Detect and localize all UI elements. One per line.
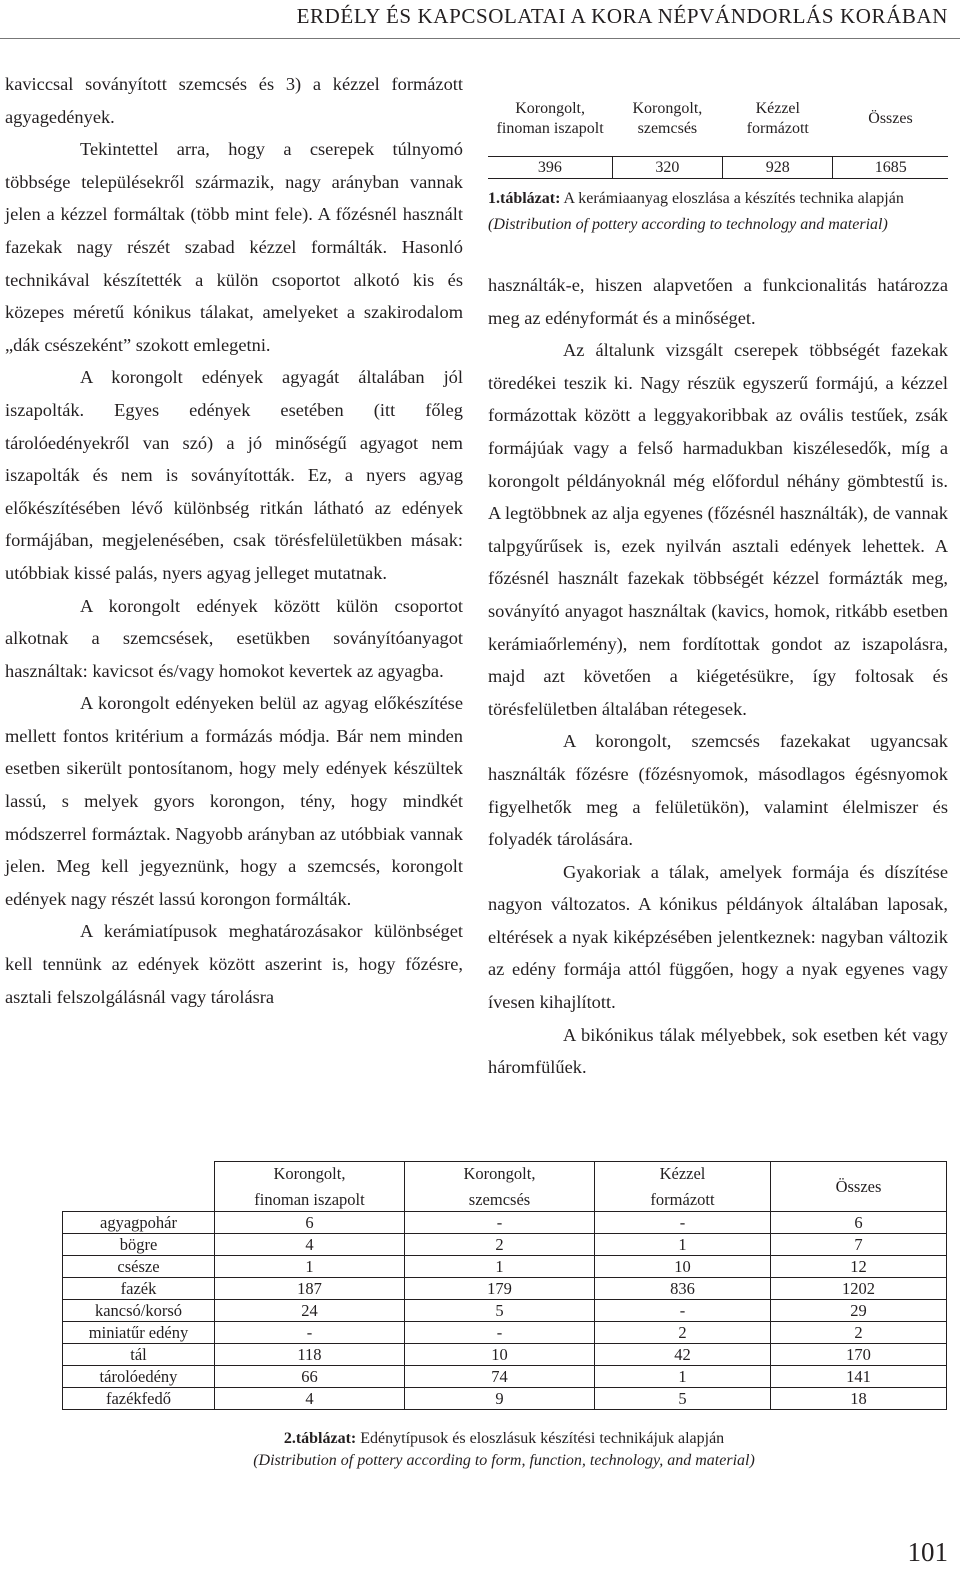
table-1-cell: 928 bbox=[723, 157, 833, 179]
paragraph: A korongolt, szemcsés fazekakat ugyancsak használták főzésre (főzésnyomok, másodlagos égésnyomok figyelhetők meg a felületükön), valamint élelmiszer és folyadék tárolására. bbox=[488, 731, 948, 850]
paragraph: Az általunk vizsgált cserepek többségét fazekak töredékei teszik ki. Nagy részük egyszerű formájú, a kézzel formázottak között a leggyakoribbak az ovális testűek, zsák formájúak vagy a felső harmadukban kiszélesedők, míg a korongolt példányoknál még előfordul néhány gömbtestű is. A legtöbbnek az alja egyenes (főzésnél használták), de vannak talpgyűrűsek is, ezek nyilván asztali edények lehettek. A főzésnél használt fazekak többségét kézzel formázták meg, soványító anyagot használtak (kavics, homok, ritkább esetben kerámiaőrlemény), nem fordítottak gondot az iszapolásra, majd azt követően a kiégetésükre, így foltosak és törésfelületben általában rétegesek. bbox=[488, 340, 948, 719]
table-2-row-label: agyagpohár bbox=[63, 1212, 215, 1234]
table-2-cell: 1 bbox=[215, 1256, 405, 1278]
table-2-cell: 4 bbox=[215, 1234, 405, 1256]
table-2-header-line: Összes bbox=[835, 1176, 882, 1196]
paragraph: Gyakoriak a tálak, amelyek formája és díszítése nagyon változatos. A kónikus példányok általában laposak, eltérések a nyak kiképzésében jelentkeznek: nagyban változik az edény formája attól függően, hogy a nyak egyenes vagy ívesen kihajlított. bbox=[488, 861, 948, 1013]
table-2-cell: 141 bbox=[771, 1366, 947, 1388]
table-2-cell: 6 bbox=[771, 1212, 947, 1234]
table-2-cell: 1202 bbox=[771, 1278, 947, 1300]
table-2-cell: 179 bbox=[405, 1278, 595, 1300]
table-2-cell: - bbox=[405, 1212, 595, 1234]
table-2-caption bbox=[62, 1428, 946, 1472]
table-2-row bbox=[63, 1322, 947, 1344]
table-1-header: Korongolt, szemcsés bbox=[632, 100, 703, 137]
table-2-row bbox=[63, 1234, 947, 1256]
table-2-cell: 4 bbox=[215, 1388, 405, 1410]
table-1 bbox=[488, 82, 948, 179]
table-2-row bbox=[63, 1344, 947, 1366]
table-2-cell: 2 bbox=[405, 1234, 595, 1256]
table-2-cell: 1 bbox=[405, 1256, 595, 1278]
table-2-cell: 6 bbox=[215, 1212, 405, 1234]
table-2-cell: 74 bbox=[405, 1366, 595, 1388]
paragraph: A bikónikus tálak mélyebbek, sok esetben két vagy háromfülűek. bbox=[488, 1024, 948, 1078]
table-1-header: Kézzel formázott bbox=[746, 100, 809, 137]
table-1-caption bbox=[488, 186, 958, 238]
table-2-caption-en: (Distribution of pottery according to form, function, technology, and material) bbox=[253, 1452, 755, 1469]
paragraph: A korongolt edények között külön csoportot alkotnak a szemcsések, esetükben soványítóanyagot használtak: kavicsot és/vagy homokot kevertek az agyagba. bbox=[5, 595, 463, 681]
table-1-caption-label: 1.táblázat: bbox=[488, 190, 561, 207]
table-2-cell: 24 bbox=[215, 1300, 405, 1322]
table-1-cell: 320 bbox=[612, 157, 722, 179]
table-2-cell: - bbox=[215, 1322, 405, 1344]
table-2-row-label: kancsó/korsó bbox=[63, 1300, 215, 1322]
table-2-cell: - bbox=[405, 1322, 595, 1344]
table-2-cell: - bbox=[595, 1212, 771, 1234]
table-1-cell: 396 bbox=[488, 157, 612, 179]
table-2-caption-text: Edénytípusok és eloszlásuk készítési technikájuk alapján bbox=[356, 1430, 725, 1447]
paragraph: A korongolt edényeken belül az agyag előkészítése mellett fontos kritérium a formázás módja. Bár nem minden esetben sikerült pontosítanom, hogy mely edények készültek lassú, s melyek gyors korongon, tény, hogy mindkét módszerrel formáztak. Nagyobb arányban az utóbbiak vannak jelen. Meg kell jegyeznünk, hogy a szemcsés, korongolt edények nagy részét lassú korongon formálták. bbox=[5, 693, 463, 909]
table-2-cell: 118 bbox=[215, 1344, 405, 1366]
table-1-header: Összes bbox=[868, 110, 913, 127]
table-2-cell: 836 bbox=[595, 1278, 771, 1300]
table-2-row-label: csésze bbox=[63, 1256, 215, 1278]
table-2-header-line: Korongolt, bbox=[463, 1163, 536, 1183]
table-2-header bbox=[595, 1162, 771, 1212]
left-column bbox=[5, 68, 463, 1013]
paragraph: kaviccsal soványított szemcsés és 3) a kézzel formázott agyagedények. bbox=[5, 74, 463, 127]
table-2-header-line: Kézzel bbox=[659, 1163, 706, 1183]
table-2-row bbox=[63, 1256, 947, 1278]
table-2-header bbox=[771, 1162, 947, 1212]
table-2-row bbox=[63, 1388, 947, 1410]
paragraph: A korongolt edények agyagát általában jól iszapolták. Egyes edények esetében (itt főleg tárolóedényekről van szó) a jó minőségű agyagot nem iszapolták és nem is soványították. Ez, a nyers agyag előkészítésében lévő különbség ritkán látható az edények formájában, megjelenésében, csak törésfelületükben másak: utóbbiak kissé palás, nyers agyag jelleget mutatnak. bbox=[5, 367, 463, 583]
table-2-header-line: szemcsés bbox=[468, 1189, 531, 1209]
paragraph: Tekintettel arra, hogy a cserepek túlnyomó többsége településekről származik, nagy arányban vannak jelen a kézzel formáltak (több mint fele). A főzésnél használt fazekak nagy részét szabad kézzel formálták. Hasonló technikával készítették a külön csoportot alkotó kis és közepes méretű kónikus tálakat, amelyeket a szakirodalom „dák csészeként” szokott emlegetni. bbox=[5, 139, 463, 355]
table-2-cell: 29 bbox=[771, 1300, 947, 1322]
paragraph: A kerámiatípusok meghatározásakor különbséget kell tennünk az edények között aszerint is, hogy főzésre, asztali felszolgálásnál vagy tárolásra bbox=[5, 921, 463, 1007]
table-2-header-line: formázott bbox=[650, 1189, 715, 1209]
right-column bbox=[488, 269, 948, 1084]
table-2-header bbox=[215, 1162, 405, 1212]
table-2-cell: 9 bbox=[405, 1388, 595, 1410]
table-2-cell: 2 bbox=[771, 1322, 947, 1344]
table-2-row-label: tál bbox=[63, 1344, 215, 1366]
table-2-cell: 66 bbox=[215, 1366, 405, 1388]
table-2-cell: 10 bbox=[595, 1256, 771, 1278]
table-1-caption-en: (Distribution of pottery according to technology and material) bbox=[488, 216, 888, 233]
table-2-cell: - bbox=[595, 1300, 771, 1322]
table-1-header: Korongolt, finoman iszapolt bbox=[496, 100, 604, 137]
table-2-cell: 187 bbox=[215, 1278, 405, 1300]
table-2 bbox=[62, 1161, 947, 1410]
table-2-cell: 12 bbox=[771, 1256, 947, 1278]
table-2-cell: 10 bbox=[405, 1344, 595, 1366]
table-2-header-line: finoman iszapolt bbox=[254, 1189, 365, 1209]
table-2-cell: 5 bbox=[595, 1388, 771, 1410]
table-2-row-label: tárolóedény bbox=[63, 1366, 215, 1388]
table-2-cell: 5 bbox=[405, 1300, 595, 1322]
table-2-corner bbox=[63, 1162, 215, 1212]
paragraph: használták-e, hiszen alapvetően a funkcionalitás határozza meg az edényformát és a minőséget. bbox=[488, 275, 948, 328]
table-2-row-label: bögre bbox=[63, 1234, 215, 1256]
table-1-cell: 1685 bbox=[833, 157, 948, 179]
table-2-row bbox=[63, 1212, 947, 1234]
table-2-header-row bbox=[63, 1162, 947, 1212]
table-2-row-label: fazék bbox=[63, 1278, 215, 1300]
table-2-cell: 170 bbox=[771, 1344, 947, 1366]
table-2-cell: 18 bbox=[771, 1388, 947, 1410]
table-2-row-label: fazékfedő bbox=[63, 1388, 215, 1410]
table-2-row bbox=[63, 1366, 947, 1388]
table-2-cell: 7 bbox=[771, 1234, 947, 1256]
table-2-row bbox=[63, 1300, 947, 1322]
table-2-cell: 1 bbox=[595, 1366, 771, 1388]
table-1-row bbox=[488, 157, 948, 179]
table-2-header bbox=[405, 1162, 595, 1212]
table-2-cell: 1 bbox=[595, 1234, 771, 1256]
table-1-header-row bbox=[488, 82, 948, 157]
header-rule bbox=[0, 38, 960, 39]
table-2-header-line: Korongolt, bbox=[273, 1163, 346, 1183]
table-2-cell: 42 bbox=[595, 1344, 771, 1366]
table-2-row bbox=[63, 1278, 947, 1300]
table-2-caption-label: 2.táblázat: bbox=[283, 1430, 357, 1447]
page-number: 101 bbox=[907, 1537, 948, 1567]
table-1-caption-text: A kerámiaanyag eloszlása a készítés technika alapján bbox=[560, 190, 904, 207]
running-header: ERDÉLY ÉS KAPCSOLATAI A KORA NÉPVÁNDORLÁS KORÁBAN bbox=[296, 4, 948, 28]
table-2-row-label: miniatűr edény bbox=[63, 1322, 215, 1344]
table-2-cell: 2 bbox=[595, 1322, 771, 1344]
